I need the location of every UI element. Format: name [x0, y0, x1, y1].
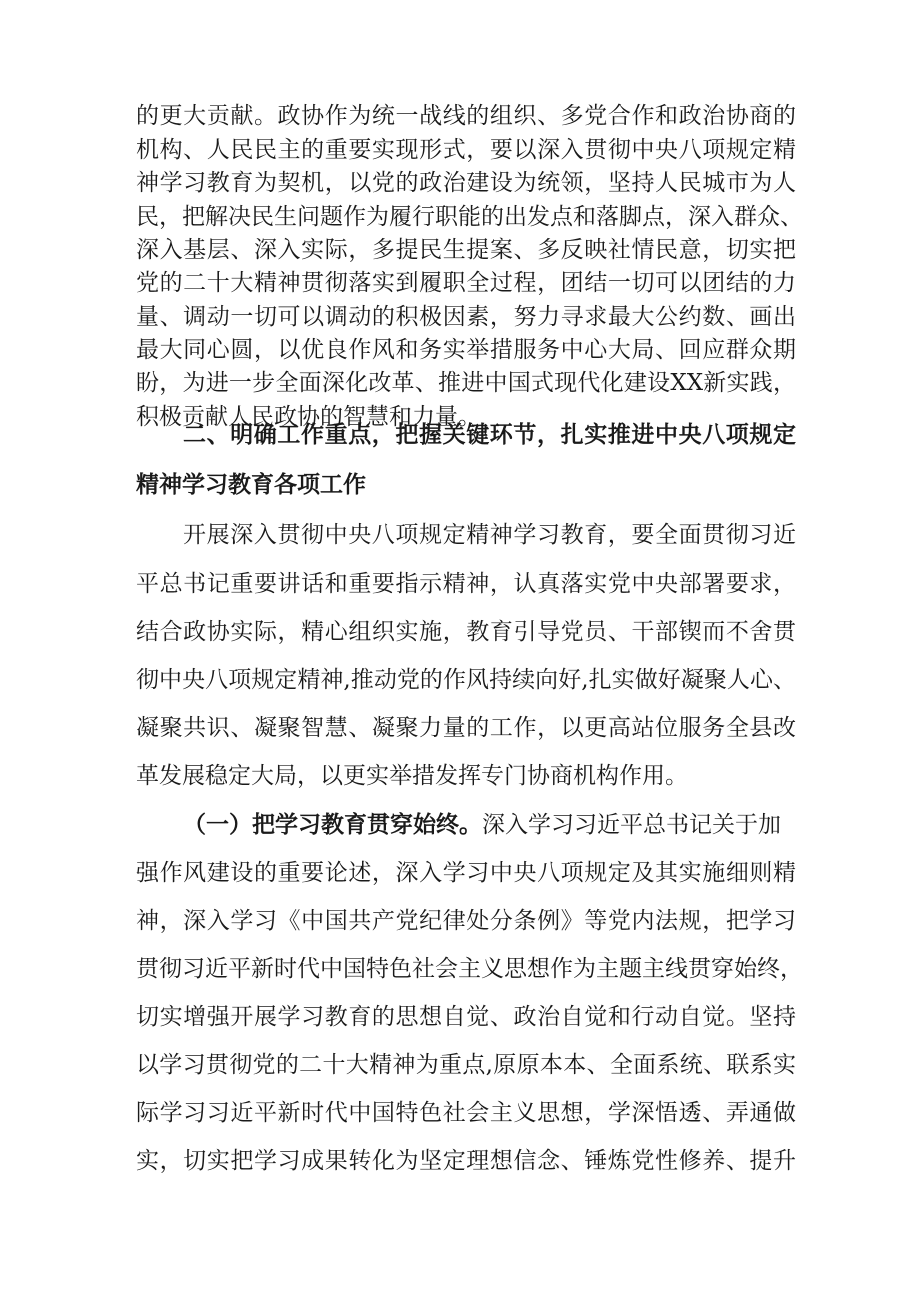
text-line: 机构、人民民主的重要实现形式，要以深入贯彻中央八项规定精: [136, 137, 796, 163]
text-line: 积极贡献人民政协的智慧和力量。: [136, 404, 481, 430]
text-line: 际学习习近平新时代中国特色社会主义思想，学深悟透、弄通做: [136, 1100, 796, 1126]
heading-line: 二、明确工作重点，把握关键环节，扎实推进中央八项规定: [183, 421, 796, 448]
text-line: 强作风建设的重要论述，深入学习中央八项规定及其实施细则精: [136, 860, 796, 886]
text-line: 神学习教育为契机，以党的政治建设为统领，坚持人民城市为人: [136, 170, 796, 196]
text-line: [183, 810, 796, 840]
text-line: 开展深入贯彻中央八项规定精神学习教育，要全面贯彻习近: [183, 522, 796, 548]
text-line: 神，深入学习《中国共产党纪律处分条例》等党内法规，把学习: [136, 908, 796, 934]
text-line: 切实增强开展学习教育的思想自觉、政治自觉和行动自觉。坚持: [136, 1004, 796, 1030]
heading-line: 精神学习教育各项工作: [136, 471, 366, 498]
text-line: 量、调动一切可以调动的积极因素，努力寻求最大公约数、画出: [136, 304, 796, 330]
text-run: 深入学习习近平总书记关于加: [482, 812, 781, 838]
text-line: 平总书记重要讲话和重要指示精神，认真落实党中央部署要求，: [136, 571, 796, 597]
subsection-title: （一）把学习教育贯穿始终。: [183, 811, 482, 838]
text-line: 盼，为进一步全面深化改革、推进中国式现代化建设XX新实践，: [136, 370, 796, 396]
text-line: 彻中央八项规定精神,推动党的作风持续向好,扎实做好凝聚人心、: [136, 667, 796, 693]
text-line: 的更大贡献。政协作为统一战线的组织、多党合作和政治协商的: [136, 103, 796, 129]
text-line: 民，把解决民生问题作为履行职能的出发点和落脚点，深入群众、: [136, 204, 803, 230]
text-line: 以学习贯彻党的二十大精神为重点,原原本本、全面系统、联系实: [136, 1052, 796, 1078]
text-line: 革发展稳定大局，以更实举措发挥专门协商机构作用。: [136, 763, 688, 789]
text-line: 深入基层、深入实际，多提民生提案、多反映社情民意，切实把: [136, 237, 796, 263]
text-line: 党的二十大精神贯彻落实到履职全过程，团结一切可以团结的力: [136, 270, 796, 296]
text-line: 结合政协实际，精心组织实施，教育引导党员、干部锲而不舍贯: [136, 619, 796, 645]
text-line: 贯彻习近平新时代中国特色社会主义思想作为主题主线贯穿始终，: [136, 956, 803, 982]
text-line: 凝聚共识、凝聚智慧、凝聚力量的工作，以更高站位服务全县改: [136, 715, 796, 741]
text-line: 最大同心圆，以优良作风和务实举措服务中心大局、回应群众期: [136, 337, 796, 363]
text-line: 实，切实把学习成果转化为坚定理想信念、锤炼党性修养、提升: [136, 1148, 796, 1174]
